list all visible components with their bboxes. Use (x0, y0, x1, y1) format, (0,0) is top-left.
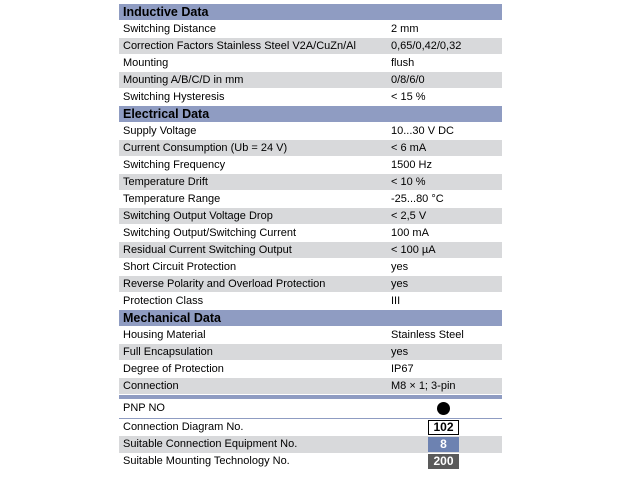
row-label: Connection (123, 380, 179, 392)
section-header-electrical-data: Electrical Data (119, 106, 502, 123)
table-row (119, 38, 502, 55)
table-row (119, 293, 502, 310)
table-row (119, 89, 502, 106)
row-value: < 15 % (391, 91, 426, 103)
row-value: < 100 µA (391, 244, 436, 256)
row-label: Switching Frequency (123, 159, 226, 171)
row-value: 1500 Hz (391, 159, 432, 171)
output-type-row (119, 399, 502, 418)
connection-diagram-badge: 102 (428, 420, 459, 435)
mounting-technology-label: Suitable Mounting Technology No. (123, 455, 290, 467)
row-value: IP67 (391, 363, 414, 375)
table-row (119, 361, 502, 378)
connection-equipment-row (119, 436, 502, 453)
table-row (119, 191, 502, 208)
row-label: Switching Distance (123, 23, 216, 35)
row-label: Mounting A/B/C/D in mm (123, 74, 244, 86)
row-value: III (391, 295, 401, 307)
row-label: Degree of Protection (123, 363, 224, 375)
row-value: 0,65/0,42/0,32 (391, 40, 462, 52)
table-row (119, 242, 502, 259)
row-label: Switching Output/Switching Current (123, 227, 297, 239)
row-label: Protection Class (123, 295, 204, 307)
row-label: Temperature Range (123, 193, 221, 205)
table-row (119, 140, 502, 157)
row-label: Correction Factors Stainless Steel V2A/CuZn/Al (123, 40, 356, 52)
table-row (119, 259, 502, 276)
table-row (119, 378, 502, 395)
row-label: Residual Current Switching Output (123, 244, 292, 256)
row-value: yes (391, 261, 409, 273)
row-label: Temperature Drift (123, 176, 208, 188)
table-row (119, 225, 502, 242)
table-row (119, 55, 502, 72)
row-label: Reverse Polarity and Overload Protection (123, 278, 326, 290)
table-row (119, 21, 502, 38)
row-value: < 2,5 V (391, 210, 427, 222)
row-value: 100 mA (391, 227, 429, 239)
connection-equipment-badge: 8 (428, 437, 459, 452)
row-value: 2 mm (391, 23, 419, 35)
connection-equipment-label: Suitable Connection Equipment No. (123, 438, 298, 450)
row-label: Switching Hysteresis (123, 91, 225, 103)
row-value: 10...30 V DC (391, 125, 454, 137)
section-header-inductive-data: Inductive Data (119, 4, 502, 21)
mounting-technology-badge: 200 (428, 454, 459, 469)
connection-diagram-label: Connection Diagram No. (123, 421, 244, 433)
row-value: flush (391, 57, 415, 69)
row-label: Switching Output Voltage Drop (123, 210, 273, 222)
row-value: yes (391, 278, 409, 290)
connection-diagram-row (119, 419, 502, 436)
row-value: -25...80 °C (391, 193, 444, 205)
row-value: Stainless Steel (391, 329, 464, 341)
row-label: Housing Material (123, 329, 206, 341)
row-value: M8 × 1; 3-pin (391, 380, 456, 392)
row-label: Current Consumption (Ub = 24 V) (123, 142, 288, 154)
row-value: < 6 mA (391, 142, 427, 154)
row-label: Full Encapsulation (123, 346, 213, 358)
table-row (119, 72, 502, 89)
table-row (119, 208, 502, 225)
datasheet-table (119, 4, 502, 470)
row-label: Short Circuit Protection (123, 261, 237, 273)
filled-dot-icon (437, 402, 450, 415)
section-header-mechanical-data: Mechanical Data (119, 310, 502, 327)
row-label: Supply Voltage (123, 125, 197, 137)
row-label: Mounting (123, 57, 169, 69)
row-value: < 10 % (391, 176, 426, 188)
row-value: yes (391, 346, 409, 358)
table-row (119, 123, 502, 140)
table-row (119, 174, 502, 191)
output-type-label: PNP NO (123, 402, 165, 414)
table-row (119, 276, 502, 293)
table-row (119, 157, 502, 174)
row-value: 0/8/6/0 (391, 74, 425, 86)
mounting-technology-row (119, 453, 502, 470)
table-row (119, 344, 502, 361)
table-row (119, 327, 502, 344)
